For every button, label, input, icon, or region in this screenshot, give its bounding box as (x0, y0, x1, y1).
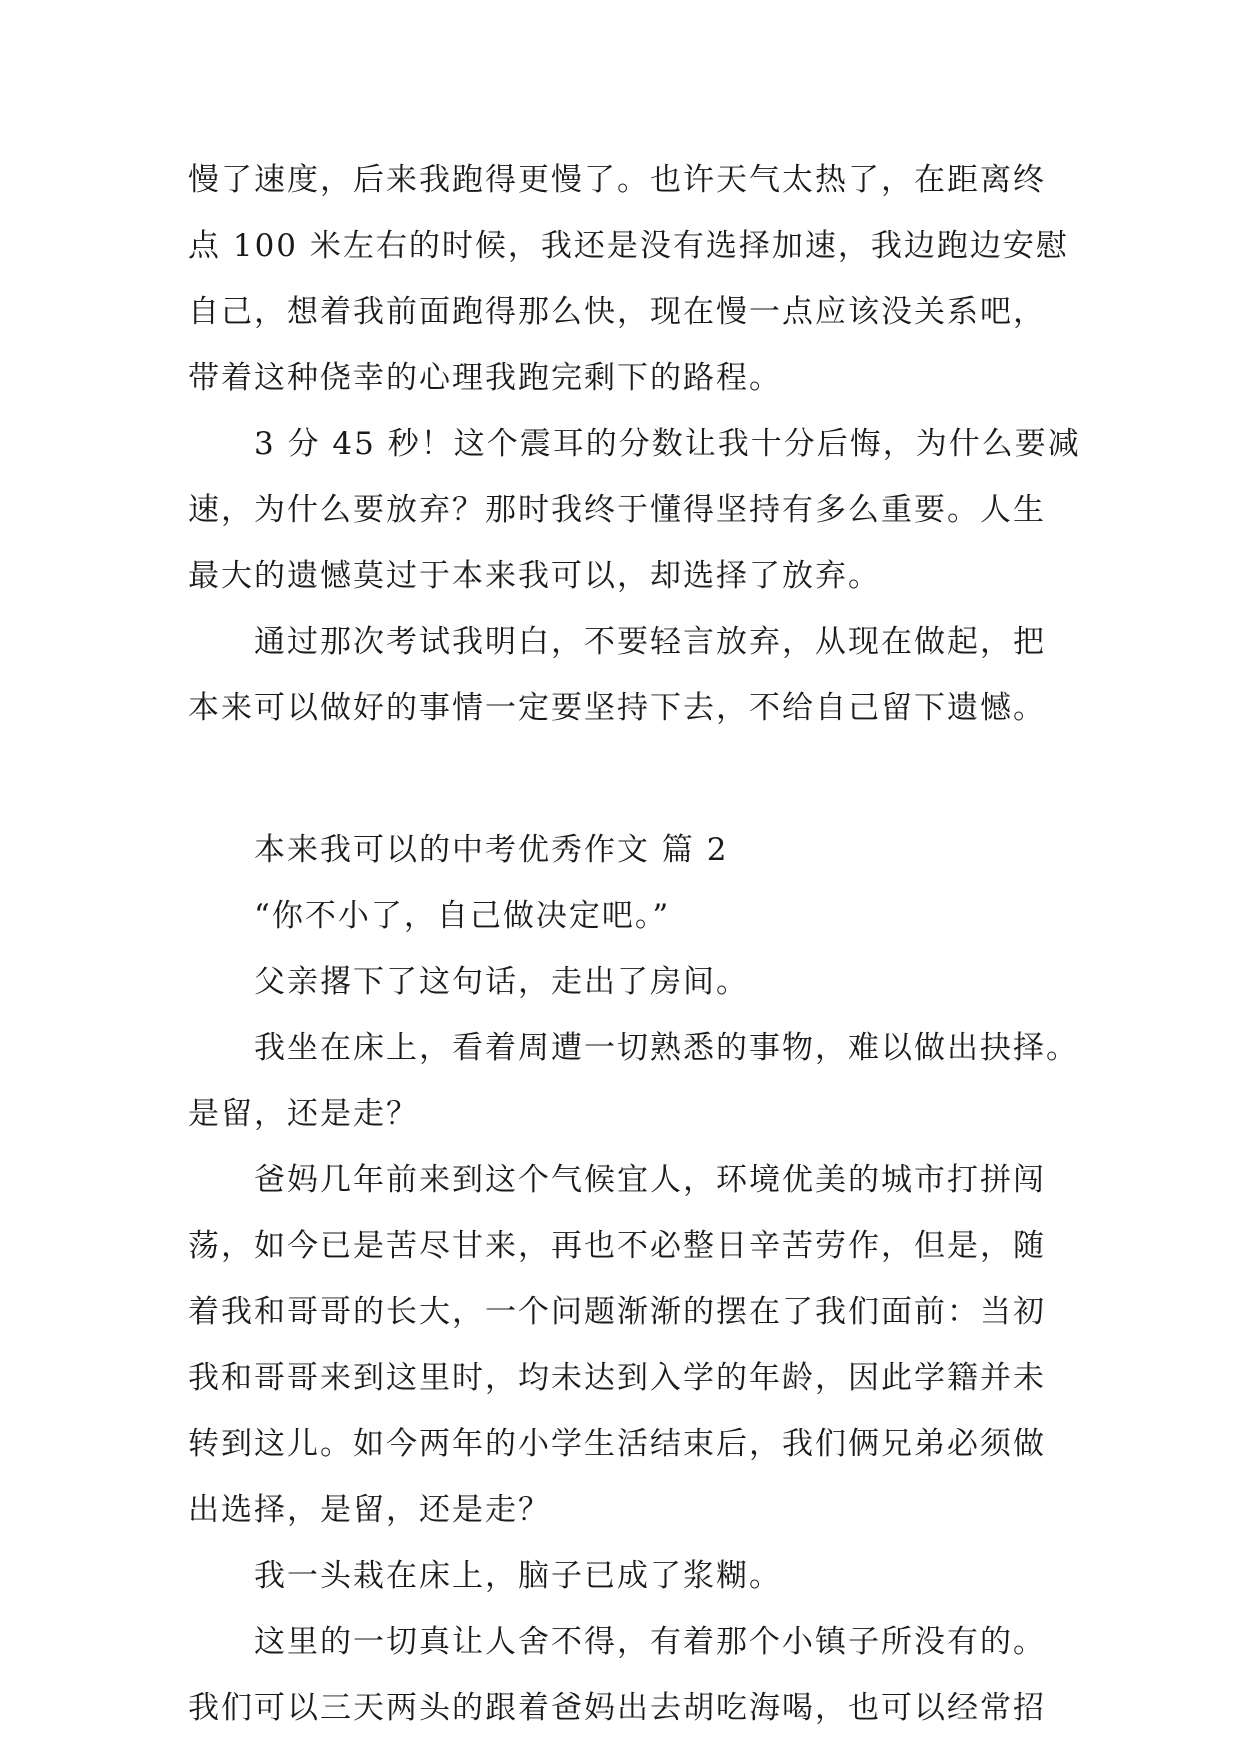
paragraph-line: 我们可以三天两头的跟着爸妈出去胡吃海喝，也可以经常招 (188, 1690, 1046, 1726)
paragraph-line: 爸妈几年前来到这个气候宜人，环境优美的城市打拼闯 (254, 1162, 1046, 1198)
paragraph-line: 我和哥哥来到这里时，均未达到入学的年龄，因此学籍并未 (188, 1360, 1046, 1396)
paragraph-line: 是留，还是走？ (188, 1096, 419, 1132)
paragraph-line: 慢了速度，后来我跑得更慢了。也许天气太热了，在距离终 (188, 162, 1046, 198)
paragraph-line: 荡，如今已是苦尽甘来，再也不必整日辛苦劳作，但是，随 (188, 1228, 1046, 1264)
paragraph-line: 父亲撂下了这句话，走出了房间。 (254, 964, 749, 1000)
section-title: 本来我可以的中考优秀作文 篇 2 (254, 832, 729, 868)
essay-text (188, 158, 1081, 1752)
paragraph-line: 通过那次考试我明白，不要轻言放弃，从现在做起，把 (254, 624, 1046, 660)
paragraph-line: 速，为什么要放弃？那时我终于懂得坚持有多么重要。人生 (188, 492, 1046, 528)
paragraph-line: 本来可以做好的事情一定要坚持下去，不给自己留下遗憾。 (188, 690, 1046, 726)
paragraph-line: 带着这种侥幸的心理我跑完剩下的路程。 (188, 360, 782, 396)
paragraph-line: 着我和哥哥的长大，一个问题渐渐的摆在了我们面前：当初 (188, 1294, 1046, 1330)
paragraph-line: 我一头栽在床上，脑子已成了浆糊。 (254, 1558, 782, 1594)
paragraph-line: 我坐在床上，看着周遭一切熟悉的事物，难以做出抉择。 (254, 1030, 1079, 1066)
paragraph-line: 转到这儿。如今两年的小学生活结束后，我们俩兄弟必须做 (188, 1426, 1046, 1462)
paragraph-line: 点 100 米左右的时候，我还是没有选择加速，我边跑边安慰 (188, 228, 1069, 264)
paragraph-line: 自己，想着我前面跑得那么快，现在慢一点应该没关系吧， (188, 294, 1046, 330)
paragraph-line: 3 分 45 秒！这个震耳的分数让我十分后悔，为什么要减 (254, 426, 1081, 462)
paragraph-line: “你不小了，自己做决定吧。” (254, 898, 671, 934)
section-gap (188, 752, 1068, 828)
paragraph-line: 这里的一切真让人舍不得，有着那个小镇子所没有的。 (254, 1624, 1046, 1660)
paragraph-line: 出选择，是留，还是走？ (188, 1492, 551, 1528)
paragraph-line: 最大的遗憾莫过于本来我可以，却选择了放弃。 (188, 558, 881, 594)
